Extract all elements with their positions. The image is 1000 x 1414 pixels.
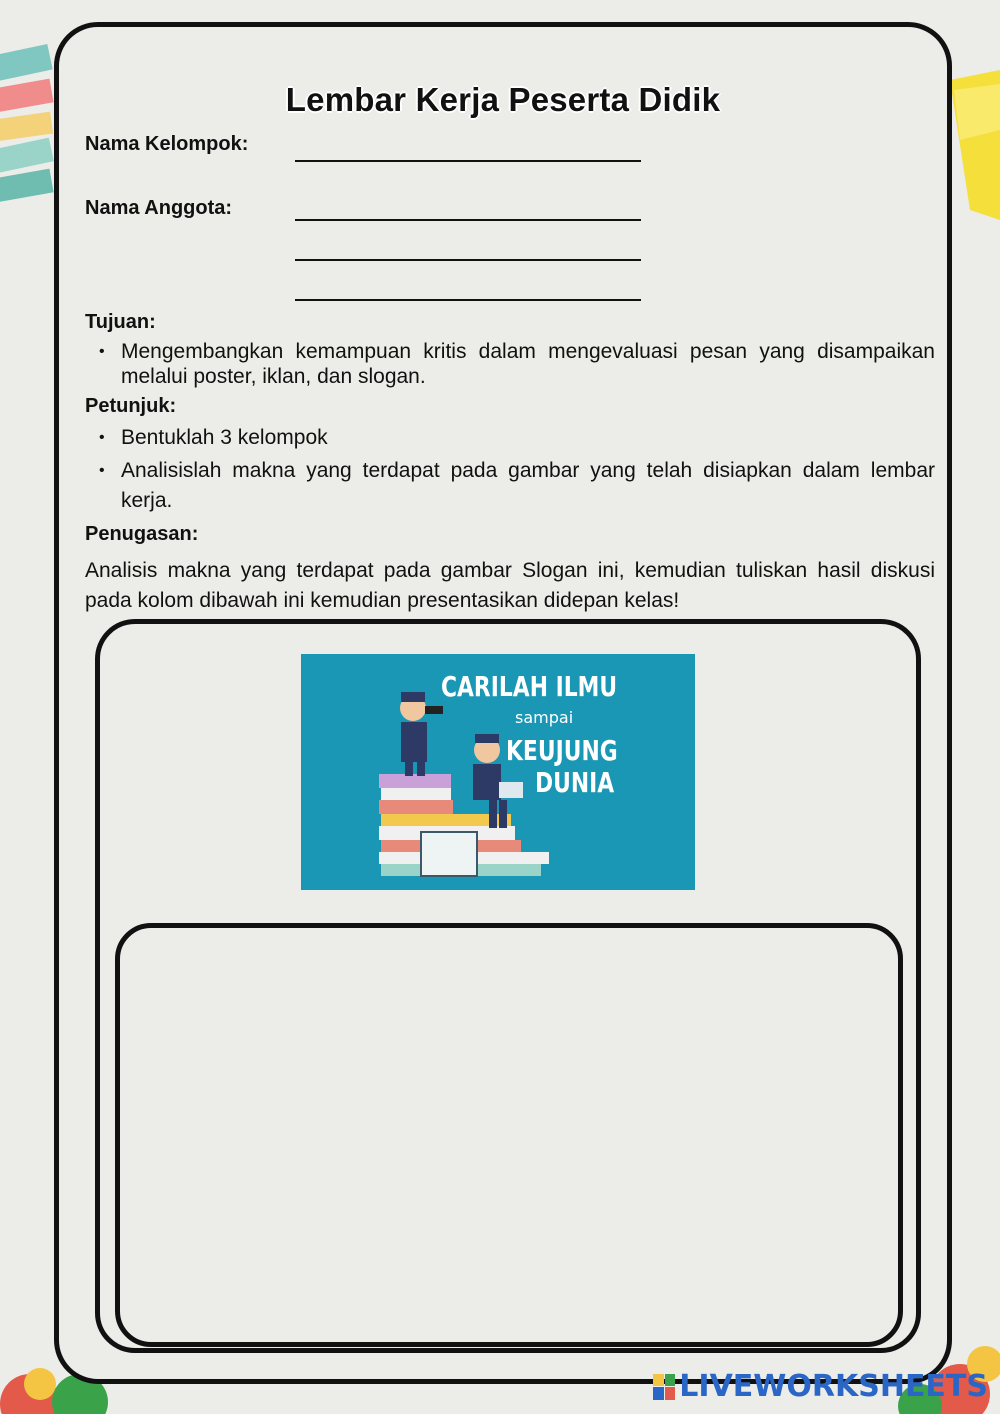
slogan-line-3: KEUJUNG xyxy=(506,734,618,767)
member-line-3[interactable] xyxy=(295,299,641,301)
slogan-line-2: sampai xyxy=(515,708,574,727)
list-item: • Bentuklah 3 kelompok xyxy=(85,425,935,450)
group-name-label: Nama Kelompok: xyxy=(85,133,249,155)
group-name-line[interactable] xyxy=(295,160,641,162)
member-line-2[interactable] xyxy=(295,259,641,261)
watermark-text: LIVEWORKSHEETS xyxy=(679,1369,988,1404)
list-item: • Analisislah makna yang terdapat pada gambar yang telah disiapkan dalam lembar kerja. xyxy=(85,456,935,516)
members-label: Nama Anggota: xyxy=(85,197,233,219)
penugasan-text: Analisis makna yang terdapat pada gambar Slogan ini, kemudian tuliskan hasil diskusi pada kolom dibawah ini kemudian presentasikan didepan kelas! xyxy=(85,559,935,612)
tujuan-list xyxy=(85,339,935,389)
petunjuk-heading: Petunjuk: xyxy=(85,395,177,417)
slogan-image xyxy=(301,654,695,890)
worksheet-card xyxy=(54,22,952,1384)
member-line-1[interactable] xyxy=(295,219,641,221)
page-title: Lembar Kerja Peserta Didik xyxy=(285,81,721,118)
liveworksheets-logo-icon xyxy=(653,1374,675,1400)
liveworksheets-watermark xyxy=(653,1369,988,1404)
penugasan-heading: Penugasan: xyxy=(85,523,199,545)
petunjuk-list xyxy=(85,425,935,516)
slogan-line-1: CARILAH ILMU xyxy=(441,670,618,703)
tujuan-heading: Tujuan: xyxy=(85,311,156,333)
book-stack-decoration xyxy=(0,40,60,220)
answer-textarea[interactable] xyxy=(115,923,903,1347)
list-item: • Mengembangkan kemampuan kritis dalam mengevaluasi pesan yang disampaikan melalui poster, iklan, dan slogan. xyxy=(85,339,935,389)
slogan-line-4: DUNIA xyxy=(535,766,615,799)
